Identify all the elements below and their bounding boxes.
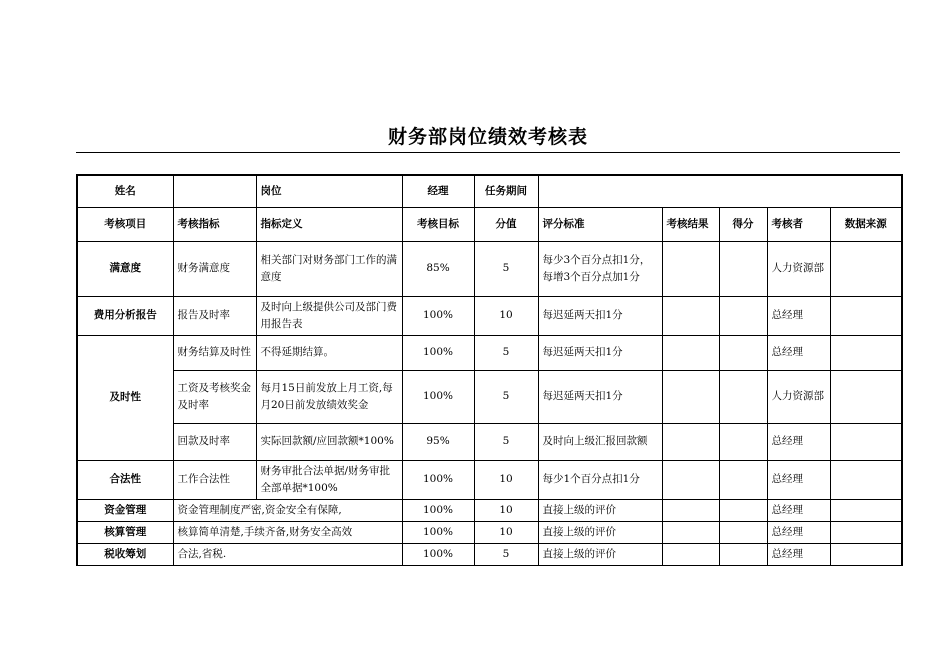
definition-cell: 及时向上级提供公司及部门费用报告表 (256, 296, 402, 335)
column-header: 考核指标 (173, 207, 256, 241)
points-cell[interactable] (719, 335, 767, 370)
points-cell[interactable] (719, 241, 767, 296)
column-header-row (77, 207, 902, 241)
column-header: 得分 (719, 207, 767, 241)
item-cell: 满意度 (77, 241, 173, 296)
standard-cell: 直接上级的评价 (538, 521, 662, 543)
item-cell: 资金管理 (77, 499, 173, 521)
result-cell[interactable] (662, 521, 719, 543)
definition-cell: 每月15日前发放上月工资,每月20日前发放绩效奖金 (256, 370, 402, 423)
points-cell[interactable] (719, 499, 767, 521)
source-cell[interactable] (830, 241, 902, 296)
column-header: 评分标准 (538, 207, 662, 241)
column-header: 指标定义 (256, 207, 402, 241)
assessor-cell: 人力资源部 (767, 370, 830, 423)
result-cell[interactable] (662, 335, 719, 370)
standard-cell: 每迟延两天扣1分 (538, 296, 662, 335)
column-header: 数据来源 (830, 207, 902, 241)
item-cell: 税收筹划 (77, 543, 173, 565)
indicator-cell: 资金管理制度严密,资金安全有保障, (173, 499, 402, 521)
indicator-cell: 报告及时率 (173, 296, 256, 335)
standard-cell: 每少3个百分点扣1分，每增3个百分点加1分 (538, 241, 662, 296)
position-value: 经理 (402, 175, 474, 207)
assessor-cell: 人力资源部 (767, 241, 830, 296)
position-label: 岗位 (256, 175, 402, 207)
target-cell: 100% (402, 296, 474, 335)
source-cell[interactable] (830, 460, 902, 499)
item-cell: 核算管理 (77, 521, 173, 543)
assessor-cell: 总经理 (767, 543, 830, 565)
period-value-cell[interactable] (538, 175, 902, 207)
source-cell[interactable] (830, 370, 902, 423)
result-cell[interactable] (662, 241, 719, 296)
assessment-table (76, 174, 903, 566)
table-row (77, 370, 902, 423)
column-header: 考核结果 (662, 207, 719, 241)
result-cell[interactable] (662, 543, 719, 565)
score-cell: 10 (474, 521, 538, 543)
item-cell: 费用分析报告 (77, 296, 173, 335)
target-cell: 100% (402, 543, 474, 565)
result-cell[interactable] (662, 499, 719, 521)
points-cell[interactable] (719, 521, 767, 543)
target-cell: 100% (402, 335, 474, 370)
score-cell: 5 (474, 370, 538, 423)
name-value-cell[interactable] (173, 175, 256, 207)
standard-cell: 每迟延两天扣1分 (538, 335, 662, 370)
name-label: 姓名 (77, 175, 173, 207)
target-cell: 100% (402, 499, 474, 521)
target-cell: 100% (402, 460, 474, 499)
assessor-cell: 总经理 (767, 423, 830, 460)
source-cell[interactable] (830, 521, 902, 543)
score-cell: 5 (474, 543, 538, 565)
item-cell: 及时性 (77, 335, 173, 460)
table-row (77, 335, 902, 370)
indicator-cell: 财务结算及时性 (173, 335, 256, 370)
table-row (77, 521, 902, 543)
table-row (77, 241, 902, 296)
source-cell[interactable] (830, 423, 902, 460)
target-cell: 100% (402, 370, 474, 423)
target-cell: 100% (402, 521, 474, 543)
points-cell[interactable] (719, 370, 767, 423)
table-row (77, 423, 902, 460)
points-cell[interactable] (719, 460, 767, 499)
assessor-cell: 总经理 (767, 460, 830, 499)
points-cell[interactable] (719, 423, 767, 460)
table-row (77, 499, 902, 521)
standard-cell: 直接上级的评价 (538, 543, 662, 565)
result-cell[interactable] (662, 370, 719, 423)
standard-cell: 每迟延两天扣1分 (538, 370, 662, 423)
title-divider (76, 152, 900, 153)
score-cell: 5 (474, 241, 538, 296)
source-cell[interactable] (830, 335, 902, 370)
standard-cell: 直接上级的评价 (538, 499, 662, 521)
assessor-cell: 总经理 (767, 499, 830, 521)
table-row (77, 460, 902, 499)
assessor-cell: 总经理 (767, 296, 830, 335)
definition-cell: 财务审批合法单据/财务审批全部单据*100% (256, 460, 402, 499)
score-cell: 10 (474, 296, 538, 335)
points-cell[interactable] (719, 543, 767, 565)
item-cell: 合法性 (77, 460, 173, 499)
target-cell: 85% (402, 241, 474, 296)
target-cell: 95% (402, 423, 474, 460)
points-cell[interactable] (719, 296, 767, 335)
definition-cell: 不得延期结算。 (256, 335, 402, 370)
indicator-cell: 工资及考核奖金及时率 (173, 370, 256, 423)
source-cell[interactable] (830, 296, 902, 335)
column-header: 分值 (474, 207, 538, 241)
indicator-cell: 工作合法性 (173, 460, 256, 499)
table-row (77, 543, 902, 565)
indicator-cell: 核算简单清楚,手续齐备,财务安全高效 (173, 521, 402, 543)
score-cell: 10 (474, 499, 538, 521)
indicator-cell: 回款及时率 (173, 423, 256, 460)
source-cell[interactable] (830, 543, 902, 565)
indicator-cell: 财务满意度 (173, 241, 256, 296)
assessor-cell: 总经理 (767, 521, 830, 543)
result-cell[interactable] (662, 296, 719, 335)
indicator-cell: 合法,省税. (173, 543, 402, 565)
definition-cell: 实际回款额/应回款额*100% (256, 423, 402, 460)
column-header: 考核项目 (77, 207, 173, 241)
standard-cell: 每少1个百分点扣1分 (538, 460, 662, 499)
score-cell: 10 (474, 460, 538, 499)
standard-cell: 及时向上级汇报回款额 (538, 423, 662, 460)
column-header: 考核者 (767, 207, 830, 241)
column-header: 考核目标 (402, 207, 474, 241)
score-cell: 5 (474, 423, 538, 460)
table-row (77, 296, 902, 335)
assessor-cell: 总经理 (767, 335, 830, 370)
result-cell[interactable] (662, 460, 719, 499)
result-cell[interactable] (662, 423, 719, 460)
page-title: 财务部岗位绩效考核表 (387, 126, 588, 148)
definition-cell: 相关部门对财务部门工作的满意度 (256, 241, 402, 296)
info-row (77, 175, 902, 207)
period-label: 任务期间 (474, 175, 538, 207)
score-cell: 5 (474, 335, 538, 370)
source-cell[interactable] (830, 499, 902, 521)
